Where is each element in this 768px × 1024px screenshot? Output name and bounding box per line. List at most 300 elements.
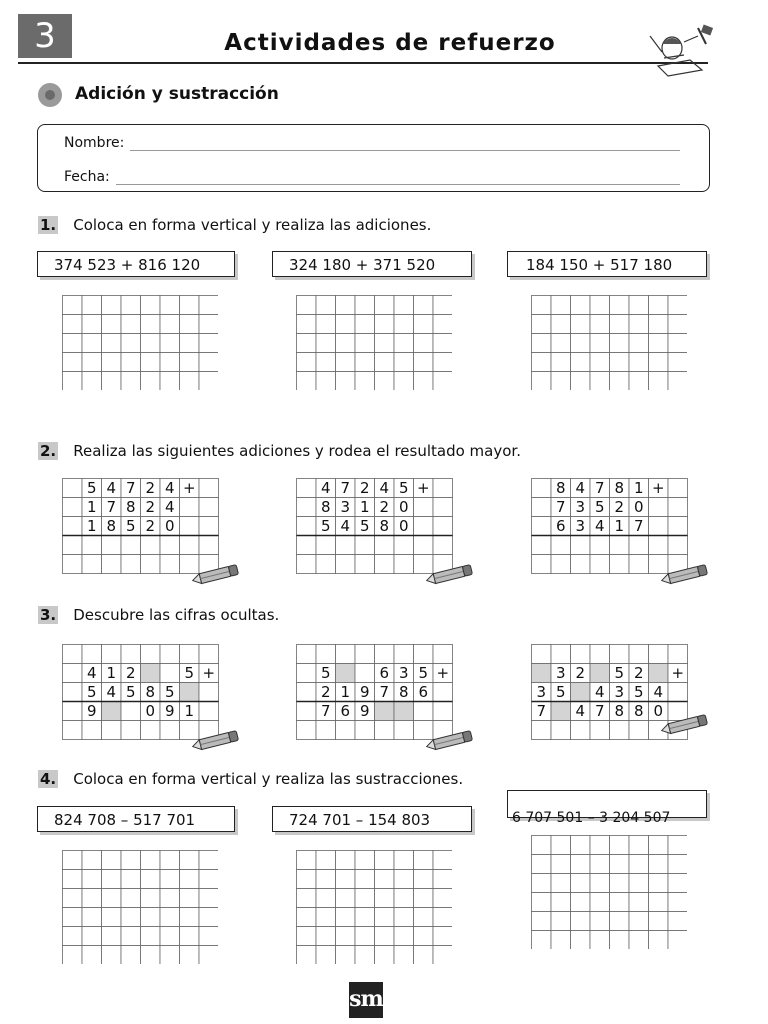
grid-cell (82, 645, 102, 664)
grid-cell (610, 893, 630, 912)
grid-cell (375, 555, 395, 574)
pencil-icon (188, 729, 242, 753)
digit: 4 (594, 517, 605, 535)
digit: 1 (184, 702, 195, 720)
grid-cell (160, 536, 180, 555)
digit: 1 (86, 517, 97, 535)
grid-cell (355, 721, 375, 740)
grid-cell (551, 555, 571, 574)
grid-cell (63, 296, 83, 315)
grid-cell (375, 296, 395, 315)
digit: 2 (614, 498, 625, 516)
answer-grid[interactable] (531, 295, 687, 390)
grid-cell (649, 498, 669, 517)
grid-cell (394, 889, 414, 908)
grid-cell (102, 721, 122, 740)
digit: 4 (106, 479, 117, 497)
exercise-3-heading (38, 605, 279, 624)
grid-cell (668, 874, 687, 893)
exercise-instruction: Realiza las siguientes adiciones y rodea el resultado mayor. (73, 442, 521, 460)
grid-cell (316, 334, 336, 353)
grid-cell (199, 946, 218, 965)
grid-cell (610, 645, 630, 664)
grid-cell (414, 908, 434, 927)
grid-cell (336, 536, 356, 555)
exercise-number: 3. (40, 606, 57, 624)
grid-cell (394, 353, 414, 372)
digit: 2 (359, 479, 370, 497)
grid-cell (551, 645, 571, 664)
pencil-icon (422, 729, 476, 753)
grid-cell (121, 870, 141, 889)
answer-grid[interactable] (296, 850, 452, 964)
grid-cell (532, 353, 552, 372)
grid-cell (551, 315, 571, 334)
grid-cell (102, 372, 122, 391)
grid-cell (590, 536, 610, 555)
grid-cell (532, 334, 552, 353)
grid-cell (532, 912, 552, 931)
grid-cell (668, 893, 687, 912)
grid-cell (355, 851, 375, 870)
grid-cell (316, 946, 336, 965)
grid-cell (141, 851, 161, 870)
grid-cell (82, 946, 102, 965)
grid-cell (414, 536, 434, 555)
answer-grid[interactable] (296, 295, 452, 390)
grid-cell (571, 536, 591, 555)
grid-cell (63, 889, 83, 908)
grid-cell (141, 889, 161, 908)
grid-cell (532, 536, 552, 555)
grid-cell (571, 893, 591, 912)
grid-cell (551, 874, 571, 893)
digit: 5 (125, 517, 136, 535)
grid-cell (63, 498, 83, 517)
grid-cell (297, 645, 317, 664)
date-label: Fecha: (64, 169, 110, 185)
digit: 7 (536, 702, 547, 720)
grid-cell (297, 334, 317, 353)
grid-cell (532, 296, 552, 315)
grid-cell (316, 721, 336, 740)
pencil-icon (188, 563, 242, 587)
grid-cell (532, 645, 552, 664)
grid-cell (336, 889, 356, 908)
digit: 4 (86, 664, 97, 682)
digit: 2 (379, 498, 390, 516)
grid-cell (141, 645, 161, 664)
student-info-box (37, 124, 710, 192)
grid-cell (355, 536, 375, 555)
digit: 3 (575, 498, 586, 516)
digit: 4 (340, 517, 351, 535)
answer-grid[interactable] (62, 850, 218, 964)
grid-cell (610, 315, 630, 334)
grid-cell (63, 702, 83, 721)
grid-cell (121, 334, 141, 353)
grid-cell (102, 889, 122, 908)
grid-cell (121, 851, 141, 870)
exercise-number: 4. (40, 770, 57, 788)
grid-cell (316, 536, 336, 555)
exercise-4-heading (38, 769, 463, 788)
grid-cell (433, 946, 452, 965)
digit: 5 (633, 683, 644, 701)
grid-cell (551, 372, 571, 391)
grid-cell (433, 315, 452, 334)
grid-cell (394, 851, 414, 870)
answer-grid[interactable] (531, 835, 687, 949)
grid-cell (316, 353, 336, 372)
grid-cell (394, 908, 414, 927)
grid-cell (199, 372, 218, 391)
grid-cell (610, 931, 630, 950)
grid-cell (316, 645, 336, 664)
grid-cell (375, 334, 395, 353)
grid-cell (414, 851, 434, 870)
grid-cell (590, 855, 610, 874)
grid-cell (160, 315, 180, 334)
grid-cell (102, 536, 122, 555)
grid-cell (199, 517, 219, 536)
grid-cell (414, 334, 434, 353)
grid-cell (316, 555, 336, 574)
plus-sign: + (671, 664, 685, 682)
plus-sign: + (182, 479, 196, 497)
digit: 2 (575, 664, 586, 682)
grid-cell (629, 855, 649, 874)
hidden-digit-cell (141, 664, 161, 683)
grid-cell (336, 645, 356, 664)
grid-cell (199, 851, 218, 870)
grid-cell (82, 315, 102, 334)
grid-cell (199, 353, 218, 372)
grid-cell (63, 927, 83, 946)
grid-cell (590, 353, 610, 372)
grid-cell (610, 536, 630, 555)
grid-cell (375, 353, 395, 372)
grid-cell (414, 498, 434, 517)
grid-cell (82, 334, 102, 353)
grid-cell (199, 536, 219, 555)
grid-cell (63, 946, 83, 965)
plus-sign: + (416, 479, 430, 497)
grid-cell (433, 645, 453, 664)
grid-cell (297, 536, 317, 555)
grid-cell (63, 315, 83, 334)
grid-cell (433, 536, 453, 555)
grid-cell (121, 721, 141, 740)
operation-box: 824 708 – 517 701 (37, 806, 235, 832)
grid-cell (668, 296, 687, 315)
grid-cell (316, 908, 336, 927)
digit: 5 (359, 517, 370, 535)
grid-cell (532, 498, 552, 517)
grid-cell (668, 931, 687, 950)
grid-cell (414, 889, 434, 908)
digit: 7 (379, 683, 390, 701)
digit: 9 (164, 702, 175, 720)
digit: 5 (418, 664, 429, 682)
grid-cell (629, 893, 649, 912)
grid-cell (297, 353, 317, 372)
grid-cell (121, 555, 141, 574)
grid-cell (355, 334, 375, 353)
digit: 0 (633, 498, 644, 516)
grid-cell (629, 536, 649, 555)
grid-cell (414, 296, 434, 315)
grid-cell (414, 645, 434, 664)
grid-cell (433, 683, 453, 702)
date-field[interactable] (116, 184, 680, 185)
grid-cell (433, 702, 453, 721)
digit: 3 (340, 498, 351, 516)
exercise-number: 1. (40, 216, 57, 234)
grid-cell (649, 912, 669, 931)
hidden-digit-cell (590, 664, 610, 683)
grid-cell (668, 836, 687, 855)
grid-cell (629, 353, 649, 372)
grid-cell (160, 555, 180, 574)
grid-cell (199, 315, 218, 334)
grid-cell (590, 874, 610, 893)
grid-cell (532, 836, 552, 855)
operation-box: 6 707 501 – 3 204 507 (507, 790, 707, 818)
digit: 4 (575, 479, 586, 497)
section-bullet-icon (38, 83, 62, 107)
grid-cell (414, 870, 434, 889)
grid-cell (649, 517, 669, 536)
grid-cell (571, 296, 591, 315)
digit: 4 (320, 479, 331, 497)
grid-cell (316, 296, 336, 315)
answer-grid[interactable] (62, 295, 218, 390)
grid-cell (297, 946, 317, 965)
grid-cell (590, 912, 610, 931)
grid-cell (668, 353, 687, 372)
digit: 3 (575, 517, 586, 535)
grid-cell (355, 664, 375, 683)
digit: 5 (320, 664, 331, 682)
digit: 5 (614, 664, 625, 682)
grid-cell (297, 870, 317, 889)
digit: 9 (359, 683, 370, 701)
grid-cell (63, 645, 83, 664)
grid-cell (394, 721, 414, 740)
grid-cell (180, 334, 200, 353)
grid-cell (629, 721, 649, 740)
grid-cell (433, 372, 452, 391)
grid-cell (82, 851, 102, 870)
grid-cell (375, 372, 395, 391)
grid-cell (160, 645, 180, 664)
grid-cell (649, 372, 669, 391)
grid-cell (590, 555, 610, 574)
digit: 2 (145, 517, 156, 535)
children-writing-illustration (640, 22, 720, 80)
grid-cell (629, 836, 649, 855)
grid-cell (160, 908, 180, 927)
grid-cell (141, 315, 161, 334)
grid-cell (571, 353, 591, 372)
grid-cell (375, 721, 395, 740)
grid-cell (551, 836, 571, 855)
grid-cell (297, 664, 317, 683)
grid-cell (433, 479, 453, 498)
digit: 7 (594, 702, 605, 720)
operation-box: 184 150 + 517 180 (507, 251, 707, 277)
grid-cell (180, 851, 200, 870)
grid-cell (649, 893, 669, 912)
grid-cell (551, 912, 571, 931)
operation-box: 374 523 + 816 120 (37, 251, 235, 277)
grid-cell (532, 517, 552, 536)
grid-cell (571, 931, 591, 950)
grid-cell (668, 498, 688, 517)
grid-cell (297, 721, 317, 740)
digit: 0 (398, 498, 409, 516)
grid-cell (414, 517, 434, 536)
grid-cell (180, 353, 200, 372)
digit: 8 (555, 479, 566, 497)
grid-cell (297, 702, 317, 721)
grid-cell (433, 517, 453, 536)
grid-cell (551, 721, 571, 740)
grid-cell (629, 874, 649, 893)
exercise-2-heading (38, 441, 521, 460)
grid-cell (610, 855, 630, 874)
grid-cell (102, 851, 122, 870)
grid-cell (102, 296, 122, 315)
digit: 6 (418, 683, 429, 701)
grid-cell (121, 927, 141, 946)
digit: 4 (379, 479, 390, 497)
grid-cell (63, 664, 83, 683)
exercise-instruction: Coloca en forma vertical y realiza las adiciones. (73, 216, 432, 234)
grid-cell (63, 683, 83, 702)
grid-cell (160, 334, 180, 353)
digit: 7 (125, 479, 136, 497)
grid-cell (610, 555, 630, 574)
digit: 7 (594, 479, 605, 497)
grid-cell (394, 927, 414, 946)
grid-cell (668, 645, 688, 664)
grid-cell (141, 536, 161, 555)
grid-cell (102, 927, 122, 946)
grid-cell (63, 372, 83, 391)
digit: 4 (653, 683, 664, 701)
digit: 3 (614, 683, 625, 701)
hidden-digit-cell (336, 664, 356, 683)
grid-cell (394, 372, 414, 391)
digit: 4 (106, 683, 117, 701)
grid-cell (121, 372, 141, 391)
grid-cell (571, 721, 591, 740)
grid-cell (82, 927, 102, 946)
grid-cell (63, 721, 83, 740)
grid-cell (160, 353, 180, 372)
grid-cell (571, 315, 591, 334)
pencil-icon (657, 563, 711, 587)
grid-cell (414, 946, 434, 965)
grid-cell (336, 296, 356, 315)
grid-cell (336, 927, 356, 946)
grid-cell (590, 296, 610, 315)
grid-cell (121, 296, 141, 315)
grid-cell (571, 912, 591, 931)
hidden-digit-cell (375, 702, 395, 721)
grid-cell (297, 296, 317, 315)
grid-cell (355, 889, 375, 908)
grid-cell (629, 315, 649, 334)
grid-cell (336, 851, 356, 870)
grid-cell (629, 555, 649, 574)
grid-cell (160, 927, 180, 946)
grid-cell (590, 931, 610, 950)
hidden-digit-cell (551, 702, 571, 721)
grid-cell (141, 334, 161, 353)
grid-cell (532, 555, 552, 574)
grid-cell (336, 334, 356, 353)
digit: 8 (614, 702, 625, 720)
grid-cell (649, 315, 669, 334)
digit: 8 (398, 683, 409, 701)
grid-cell (571, 372, 591, 391)
grid-cell (629, 931, 649, 950)
digit: 5 (398, 479, 409, 497)
digit: 3 (536, 683, 547, 701)
grid-cell (121, 645, 141, 664)
grid-cell (433, 498, 453, 517)
grid-cell (160, 851, 180, 870)
grid-cell (336, 353, 356, 372)
grid-cell (199, 870, 218, 889)
grid-cell (532, 372, 552, 391)
grid-cell (180, 372, 200, 391)
grid-cell (102, 946, 122, 965)
grid-cell (433, 296, 452, 315)
grid-cell (160, 870, 180, 889)
digit: 4 (594, 683, 605, 701)
grid-cell (63, 555, 83, 574)
grid-cell (629, 296, 649, 315)
grid-cell (532, 931, 552, 950)
digit: 5 (594, 498, 605, 516)
grid-cell (668, 683, 688, 702)
grid-cell (141, 296, 161, 315)
grid-cell (649, 874, 669, 893)
digit: 6 (340, 702, 351, 720)
pencil-icon (422, 563, 476, 587)
plus-sign: + (436, 664, 450, 682)
grid-cell (121, 315, 141, 334)
digit: 5 (555, 683, 566, 701)
grid-cell (336, 908, 356, 927)
digit: 3 (555, 664, 566, 682)
plus-sign: + (202, 664, 216, 682)
grid-cell (63, 353, 83, 372)
grid-cell (199, 334, 218, 353)
grid-cell (629, 372, 649, 391)
grid-cell (355, 353, 375, 372)
digit: 9 (86, 702, 97, 720)
grid-cell (571, 836, 591, 855)
grid-cell (160, 889, 180, 908)
grid-cell (649, 536, 669, 555)
name-field[interactable] (130, 150, 680, 151)
digit: 2 (125, 664, 136, 682)
